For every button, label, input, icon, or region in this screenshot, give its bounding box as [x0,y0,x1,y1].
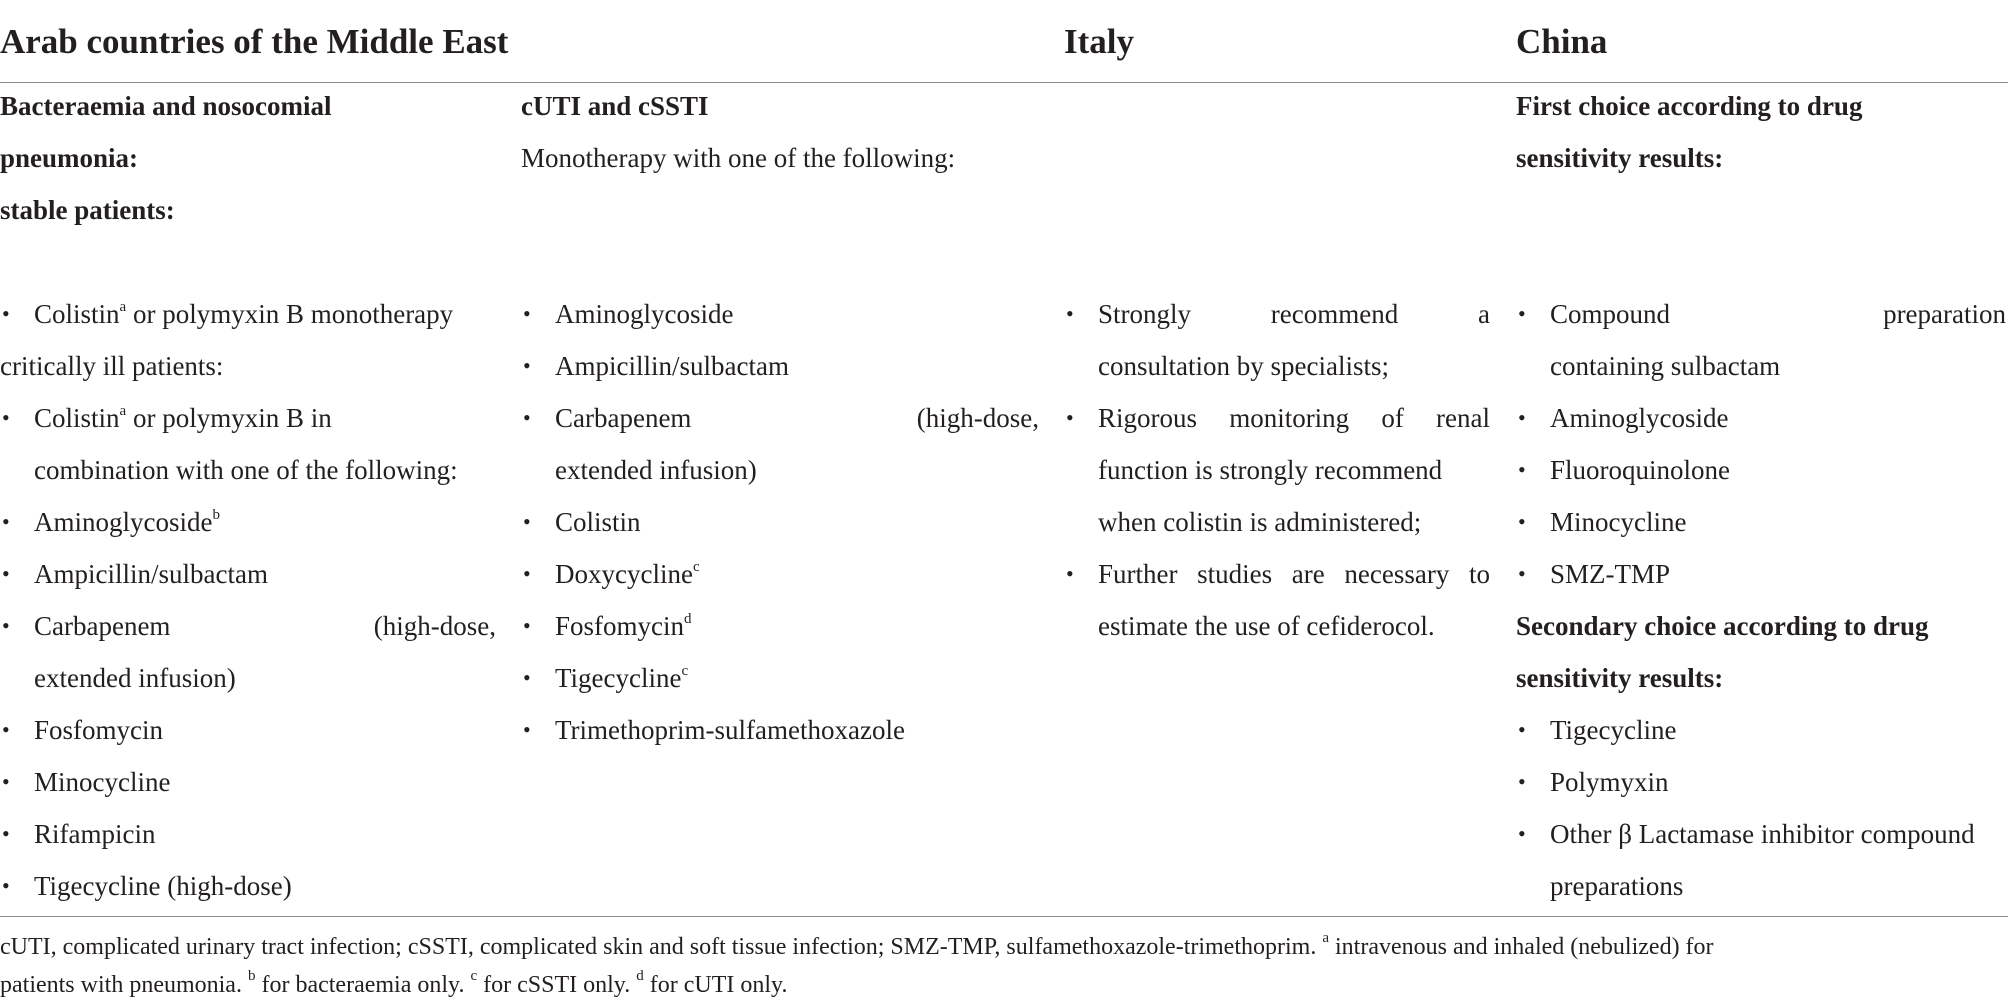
spacer [1064,80,1490,132]
list-item-continuation: extended infusion) [34,663,236,693]
arab-cuti-column [521,80,1039,756]
list-item: • Aminoglycoside [1516,392,2006,444]
china-column [1516,80,2006,912]
bullet-icon: • [1518,509,1526,534]
bullet-icon: • [1518,821,1526,846]
list-item-continuation: containing sulbactam [1550,351,1781,381]
spacer [521,184,1039,236]
list-item-continuation: function is strongly recommend [1098,455,1443,485]
bullet-icon: • [1518,717,1526,742]
bullet-icon: • [2,821,10,846]
bacteraemia-heading-line-1: Bacteraemia and nosocomial [0,91,332,121]
list-item: • Fosfomycin [0,704,496,756]
bullet-icon: • [523,561,531,586]
list-item: • Polymyxin [1516,756,2006,808]
list-item: • Fosfomycin$^d$ [521,600,1039,652]
stable-patients-heading: stable patients: [0,195,175,225]
table-footnote [0,928,2000,1004]
list-item-continuation: preparations [1550,871,1684,901]
list-item-compound-preparation: • Compound preparation [1516,288,2006,340]
bullet-icon: • [1066,405,1074,430]
list-item: • Tigecycline [1516,704,2006,756]
spacer [1064,184,1490,236]
secondary-choice-heading-line-2: sensitivity results: [1516,663,1724,693]
spacer [1064,132,1490,184]
list-item-colistin-combination: • Colistin$^a$ or polymyxin B in [0,392,496,444]
spacer [1516,184,2006,236]
list-item-further-studies: • Further studies are necessary to [1064,548,1490,600]
header-italy: Italy [1064,22,1134,61]
first-choice-heading-line-2: sensitivity results: [1516,143,1724,173]
list-item: • Rifampicin [0,808,496,860]
list-item: • Minocycline [1516,496,2006,548]
bullet-icon: • [523,665,531,690]
secondary-choice-heading-line-1: Secondary choice according to drug [1516,611,1929,641]
list-item-consultation: • Strongly recommend a [1064,288,1490,340]
bullet-icon: • [2,301,10,326]
spacer [0,236,496,288]
bullet-icon: • [2,613,10,638]
list-item: • Ampicillin/sulbactam [0,548,496,600]
list-item-continuation: when colistin is administered; [1098,507,1422,537]
list-item: • Colistin [521,496,1039,548]
first-choice-heading-line-1: First choice according to drug [1516,91,1863,121]
header-arab-countries: Arab countries of the Middle East [0,22,509,61]
bullet-icon: • [1518,405,1526,430]
bullet-icon: • [1066,301,1074,326]
list-item-renal-monitoring: • Rigorous monitoring of renal [1064,392,1490,444]
list-item: • Minocycline [0,756,496,808]
bacteraemia-heading-line-2: pneumonia: [0,143,139,173]
bullet-icon: • [2,561,10,586]
list-item: • Ampicillin/sulbactam [521,340,1039,392]
bullet-icon: • [523,353,531,378]
list-item: • Trimethoprim-sulfamethoxazole [521,704,1039,756]
list-item-carbapenem: • Carbapenem (high-dose, [0,600,496,652]
bullet-icon: • [2,873,10,898]
critically-ill-label: critically ill patients: [0,351,224,381]
bullet-icon: • [523,509,531,534]
bullet-icon: • [1518,769,1526,794]
bullet-icon: • [1518,457,1526,482]
footnote-line-2: patients with pneumonia. $^b$ for bacteraemia only. $^c$ for cSSTI only. $^d$ for cUTI only. [0,968,788,998]
list-item-other-lactamase: • Other β Lactamase inhibitor compound [1516,808,2006,860]
bullet-icon: • [2,509,10,534]
bullet-icon: • [2,717,10,742]
arab-bacteraemia-column [0,80,496,912]
cuti-cssti-heading: cUTI and cSSTI [521,91,709,121]
footer-rule [0,916,2008,917]
list-item-carbapenem: • Carbapenem (high-dose, [521,392,1039,444]
bullet-icon: • [1518,301,1526,326]
italy-column [1064,80,1490,652]
bullet-icon: • [523,405,531,430]
list-item: • Fluoroquinolone [1516,444,2006,496]
list-item-continuation: extended infusion) [555,455,757,485]
list-item-colistin-monotherapy: • Colistin$^a$ or polymyxin B monotherapy [0,288,496,340]
bullet-icon: • [1066,561,1074,586]
list-item: • SMZ-TMP [1516,548,2006,600]
list-item: • Aminoglycoside$^b$ [0,496,496,548]
bullet-icon: • [1518,561,1526,586]
list-item-continuation: estimate the use of cefiderocol. [1098,611,1435,641]
list-item: • Doxycycline$^c$ [521,548,1039,600]
bullet-icon: • [2,405,10,430]
bullet-icon: • [523,613,531,638]
list-item-continuation: consultation by specialists; [1098,351,1389,381]
list-item: • Tigecycline (high-dose) [0,860,496,912]
list-item: • Tigecycline$^c$ [521,652,1039,704]
spacer [521,236,1039,288]
spacer [1064,236,1490,288]
footnote-line-1: cUTI, complicated urinary tract infection; cSSTI, complicated skin and soft tissue infection; SMZ-TMP, sulfamethoxazole-trimethoprim. $^a$ intravenous and inhaled (nebulized) for [0,930,1714,960]
list-item-continuation: combination with one of the following: [34,455,458,485]
list-item: • Aminoglycoside [521,288,1039,340]
spacer [1516,236,2006,288]
monotherapy-subheading: Monotherapy with one of the following: [521,143,956,173]
header-china: China [1516,22,1608,61]
bullet-icon: • [523,301,531,326]
bullet-icon: • [2,769,10,794]
bullet-icon: • [523,717,531,742]
